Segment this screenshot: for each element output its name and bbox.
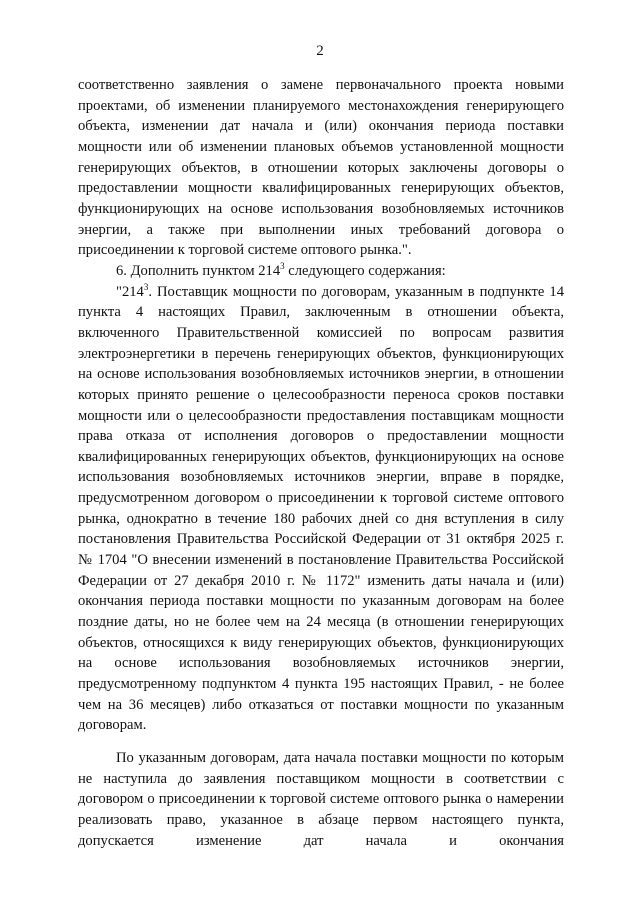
paragraph-second-clause: По указанным договорам, дата начала поставки мощности по которым не наступила до заявления поставщиком мощности в соответствии с договором о присоединении к торговой системе оптового рынка о намерении реализовать право, указанное в абзаце первом настоящего пункта, допускается изменение дат начала и окончания [78,750,564,849]
paragraph-amendment-item [78,261,564,282]
paragraph-new-clause-number: "214 [116,283,144,300]
superscript-index: 3 [143,281,149,292]
paragraph-continuation: соответственно заявления о замене первоначального проекта новыми проектами, об изменении планируемого местонахождения генерирующего объекта, изменении дат начала и (или) окончания периода поставки мощности или об изменении плановых объемов установленной мощности генерирующих объектов, в отношении которых заключены договоры о предоставлении мощности квалифицированных генерирующих объектов, функционирующих на основе использования возобновляемых источников энергии, а также при выполнении иных требований договора о присоединении к торговой системе оптового рынка.". [78,77,564,259]
paragraph-amendment-item-tail: следующего содержания: [284,262,446,279]
document-body [78,75,564,851]
superscript-index: 3 [280,261,285,272]
paragraph-new-clause-text: . Поставщик мощности по договорам, указанным в подпункте 14 пункта 4 настоящих Правил, заключенным в отношении объекта, включенного Правительственной комиссией по вопросам развития электроэнергетики в перечень генерирующих объектов, функционирующих на основе использования возобновляемых источников энергии, в отношении которых принято решение о целесообразности переноса сроков поставки мощности или о целесообразности предоставления поставщикам мощности права отказа от исполнения договоров о предоставлении мощности квалифицированных генерирующих объектов, функционирующих на основе использования возобновляемых источников энергии, вправе в порядке, предусмотренном договором о присоединении к торговой системе оптового рынка, однократно в течение 180 рабочих дней со дня вступления в силу постановления Правительства Российской Федерации от 31 октября 2025 г. № 1704 "О внесении изменений в постановление Правительства Российской Федерации от 27 декабря 2010 г. № 1172" изменить даты начала и (или) окончания периода поставки мощности по указанным договорам на более поздние даты, но не более чем на 24 месяца (в отношении генерирующих объектов, относящихся к виду генерирующих объектов, функционирующих на основе использования возобновляемых источников энергии, предусмотренному подпунктом 4 пункта 195 настоящих Правил, - не более чем на 36 месяцев) либо отказаться от поставки мощности по указанным договорам. [78,283,564,734]
page-number: 2 [316,43,324,59]
paragraph-amendment-item-text: 6. Дополнить пунктом 214 [116,262,281,279]
paragraph-new-clause [78,282,564,736]
